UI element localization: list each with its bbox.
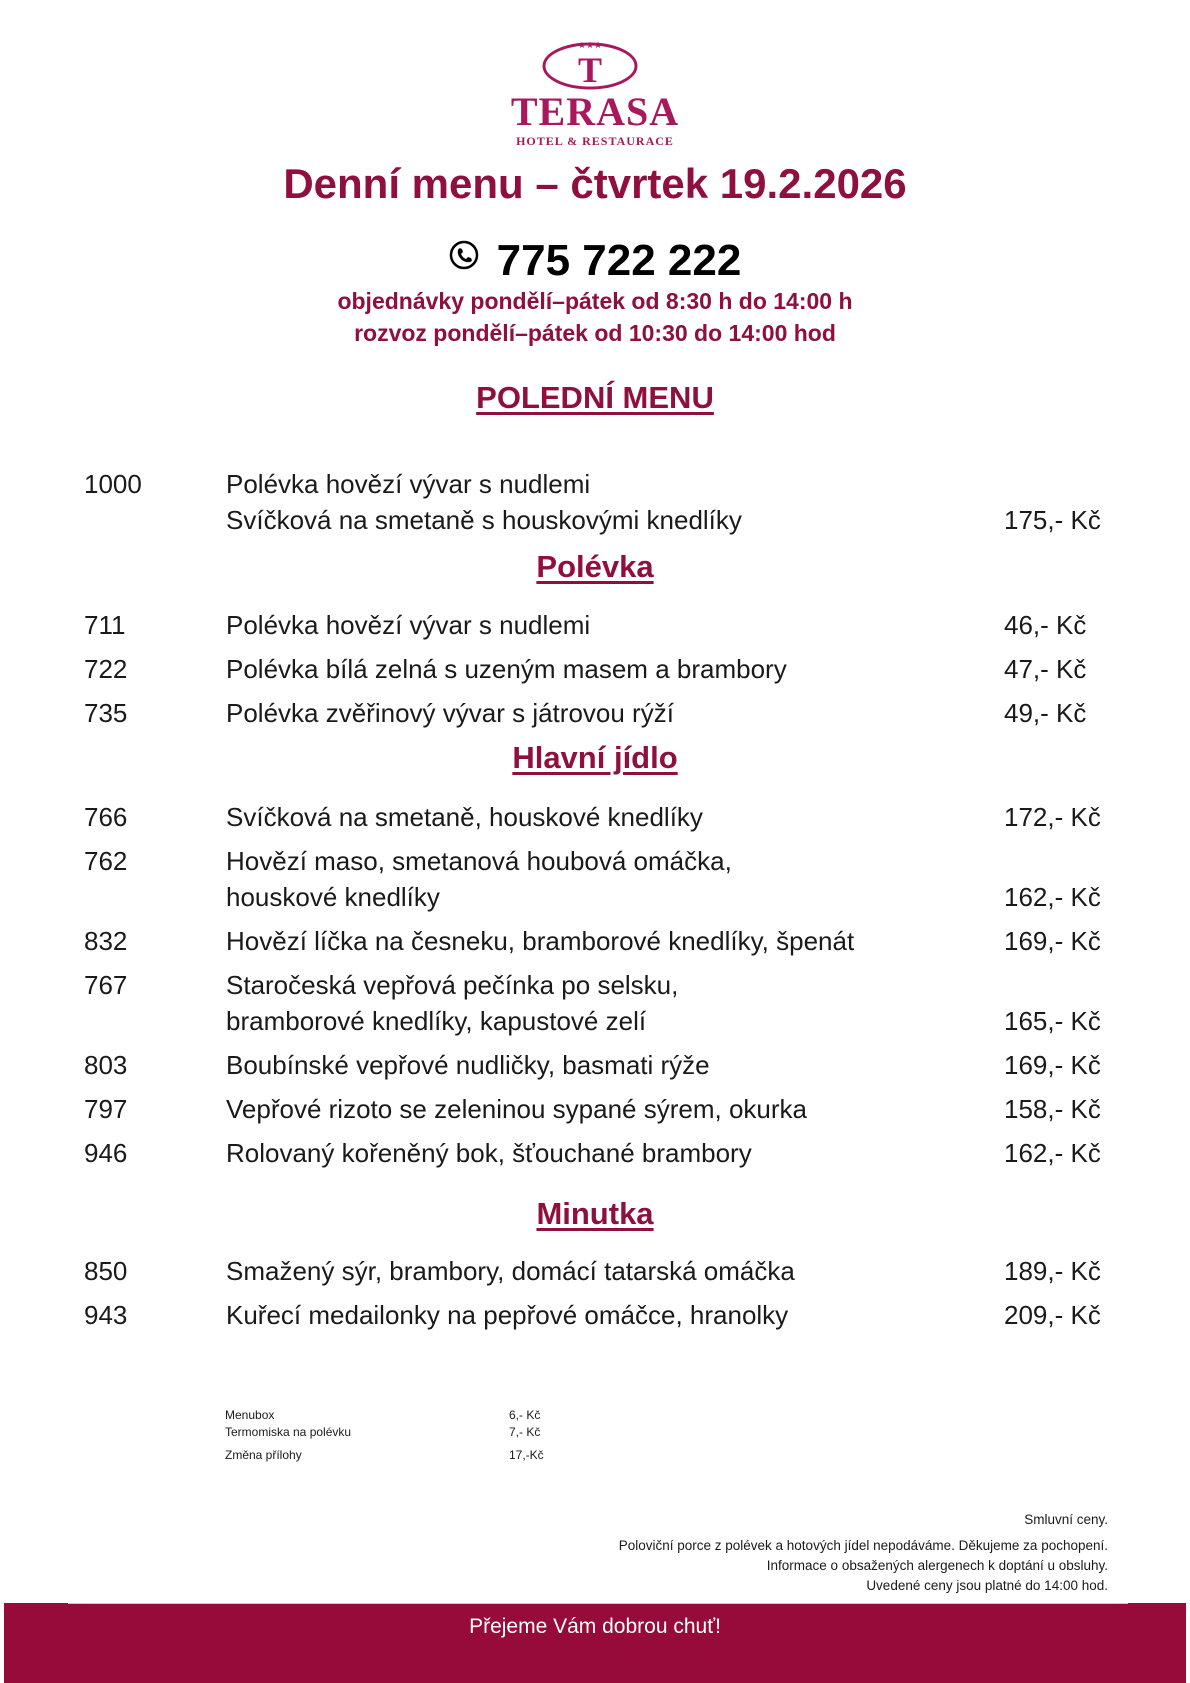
note-half-portions: Poloviční porce z polévek a hotových jídel nepodáváme. Děkujeme za pochopení. — [618, 1538, 1108, 1553]
logo-subtitle: HOTEL & RESTAURACE — [516, 134, 674, 148]
section-minutka: Minutka — [536, 1196, 654, 1231]
item-price: 175,- Kč — [1004, 505, 1101, 535]
item-price: 209,- Kč — [1004, 1300, 1101, 1330]
extra-price: 17,-Kč — [509, 1448, 544, 1462]
svg-text:T: T — [577, 50, 603, 90]
item-price: 49,- Kč — [1004, 698, 1087, 728]
item-name-continued: bramborové knedlíky, kapustové zelí — [226, 1006, 647, 1036]
item-name: Kuřecí medailonky na pepřové omáčce, hranolky — [226, 1300, 789, 1330]
menu-row — [84, 923, 1104, 963]
item-name: Hovězí maso, smetanová houbová omáčka, — [226, 846, 732, 876]
note-allergens: Informace o obsažených alergenech k doptání u obsluhy. — [766, 1558, 1108, 1573]
lunch-menu-item — [84, 466, 1104, 506]
phone-icon — [449, 240, 479, 270]
item-price: 189,- Kč — [1004, 1256, 1101, 1286]
item-name: Vepřové rizoto se zeleninou sypané sýrem, okurka — [226, 1094, 807, 1124]
menu-row — [84, 1135, 1104, 1175]
item-name-continued: houskové knedlíky — [226, 882, 440, 912]
note-contract-prices: Smluvní ceny. — [1024, 1512, 1108, 1527]
hotel-logo — [495, 38, 695, 150]
footer-message: Přejeme Vám dobrou chuť! — [469, 1615, 721, 1638]
item-price: 165,- Kč — [1004, 1006, 1101, 1036]
delivery-hours: rozvoz pondělí–pátek od 10:30 do 14:00 hod — [354, 320, 836, 346]
menu-row — [84, 843, 1104, 883]
page-title: Denní menu – čtvrtek 19.2.2026 — [283, 160, 907, 207]
item-price: 162,- Kč — [1004, 1138, 1101, 1168]
menu-row — [84, 1091, 1104, 1131]
item-code: 832 — [84, 926, 128, 956]
logo-name: TERASA — [510, 89, 680, 134]
item-code: 1000 — [84, 469, 142, 499]
item-name: Smažený sýr, brambory, domácí tatarská omáčka — [226, 1256, 795, 1286]
menu-row — [84, 695, 1104, 735]
order-hours: objednávky pondělí–pátek od 8:30 h do 14:00 h — [337, 288, 853, 314]
menu-row — [84, 651, 1104, 691]
item-code: 803 — [84, 1050, 128, 1080]
note-price-validity: Uvedené ceny jsou platné do 14:00 hod. — [866, 1578, 1108, 1593]
extra-name: Změna přílohy — [225, 1448, 302, 1462]
item-code: 797 — [84, 1094, 128, 1124]
extra-name: Menubox — [225, 1408, 275, 1422]
lunch-menu-item-line2 — [84, 502, 1104, 542]
menu-row-continued — [84, 1003, 1104, 1043]
menu-row — [84, 967, 1104, 1007]
menu-row — [84, 607, 1104, 647]
item-price: 169,- Kč — [1004, 926, 1101, 956]
item-code: 711 — [84, 610, 126, 640]
section-main-dish: Hlavní jídlo — [512, 740, 678, 775]
item-name: Svíčková na smetaně, houskové knedlíky — [226, 802, 703, 832]
extra-price: 7,- Kč — [509, 1425, 541, 1439]
item-code: 767 — [84, 970, 128, 1000]
item-name: Polévka bílá zelná s uzeným masem a brambory — [226, 654, 787, 684]
item-name: Polévka hovězí vývar s nudlemi — [226, 469, 591, 499]
item-code: 943 — [84, 1300, 128, 1330]
item-name: Polévka hovězí vývar s nudlemi — [226, 610, 591, 640]
menu-row — [84, 1047, 1104, 1087]
item-name: Boubínské vepřové nudličky, basmati rýže — [226, 1050, 710, 1080]
svg-text:★★★: ★★★ — [577, 41, 603, 51]
item-name-continued: Svíčková na smetaně s houskovými knedlíky — [226, 505, 742, 535]
logo-emblem-icon — [542, 38, 638, 90]
phone-number[interactable]: 775 722 222 — [496, 236, 742, 285]
section-lunch-menu: POLEDNÍ MENU — [476, 380, 714, 415]
item-price: 169,- Kč — [1004, 1050, 1101, 1080]
item-price: 158,- Kč — [1004, 1094, 1101, 1124]
footer-divider — [68, 1603, 1128, 1604]
extra-price: 6,- Kč — [509, 1408, 541, 1422]
item-name: Polévka zvěřinový vývar s játrovou rýží — [226, 698, 674, 728]
item-code: 735 — [84, 698, 128, 728]
item-name: Hovězí líčka na česneku, bramborové knedlíky, špenát — [226, 926, 855, 956]
extra-name: Termomiska na polévku — [225, 1425, 352, 1439]
item-code: 766 — [84, 802, 128, 832]
item-code: 762 — [84, 846, 128, 876]
menu-row — [84, 1253, 1104, 1293]
menu-row — [84, 799, 1104, 839]
menu-row — [84, 1297, 1104, 1337]
item-price: 162,- Kč — [1004, 882, 1101, 912]
item-name: Rolovaný kořeněný bok, šťouchané brambory — [226, 1138, 752, 1168]
footer-bar — [4, 1603, 1186, 1683]
menu-row-continued — [84, 879, 1104, 919]
item-price: 47,- Kč — [1004, 654, 1087, 684]
item-name: Staročeská vepřová pečínka po selsku, — [226, 970, 679, 1000]
item-code: 722 — [84, 654, 128, 684]
item-code: 850 — [84, 1256, 128, 1286]
section-soup: Polévka — [536, 549, 654, 584]
item-price: 172,- Kč — [1004, 802, 1101, 832]
phone-row — [0, 236, 1190, 286]
item-code: 946 — [84, 1138, 128, 1168]
item-price: 46,- Kč — [1004, 610, 1087, 640]
